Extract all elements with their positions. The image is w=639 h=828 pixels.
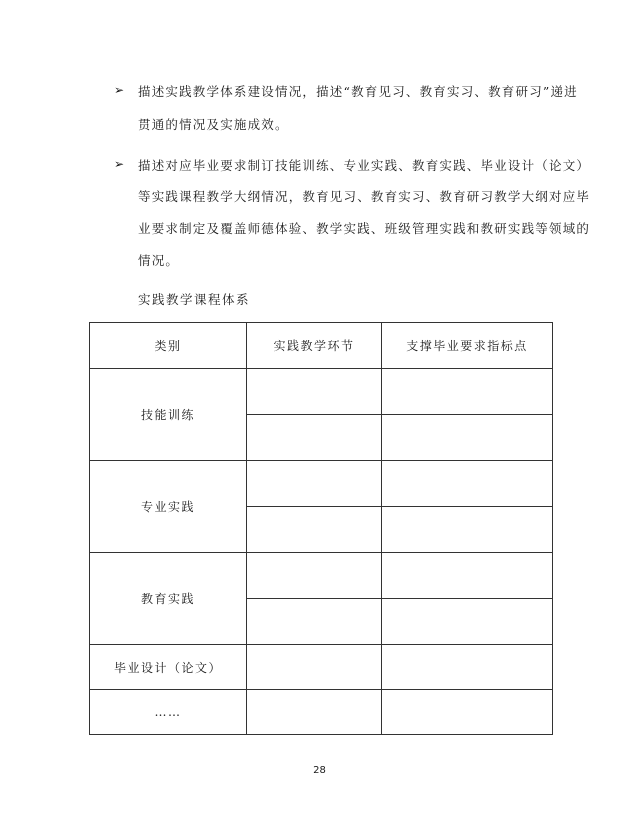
table-cell bbox=[382, 645, 553, 690]
table-cell bbox=[382, 553, 553, 599]
table-cell bbox=[382, 599, 553, 645]
page-number: 28 bbox=[313, 765, 326, 776]
bullet-2-line-2: 等实践课程教学大纲情况，教育见习、教育实习、教育研习教学大纲对应毕 bbox=[138, 189, 591, 204]
table-cell bbox=[382, 461, 553, 507]
table-row bbox=[90, 690, 553, 735]
table-cell bbox=[247, 461, 382, 507]
table-cell bbox=[382, 690, 553, 735]
arrow-bullet-icon: ➢ bbox=[114, 83, 125, 97]
practice-course-table bbox=[89, 322, 553, 735]
table-cell bbox=[382, 415, 553, 461]
table-cell bbox=[382, 369, 553, 415]
header-category: 类别 bbox=[90, 323, 247, 369]
table-row bbox=[90, 369, 553, 415]
table-cell bbox=[247, 645, 382, 690]
table-row bbox=[90, 553, 553, 599]
table-cell bbox=[247, 369, 382, 415]
header-indicator: 支撑毕业要求指标点 bbox=[382, 323, 553, 369]
table-row bbox=[90, 461, 553, 507]
bullet-2-line-3: 业要求制定及覆盖师德体验、教学实践、班级管理实践和教研实践等领域的 bbox=[138, 221, 591, 236]
table-cell bbox=[382, 507, 553, 553]
table-cell bbox=[247, 507, 382, 553]
table-cell bbox=[247, 553, 382, 599]
header-practice-link: 实践教学环节 bbox=[247, 323, 382, 369]
category-skill-training: 技能训练 bbox=[90, 369, 247, 461]
table-cell bbox=[247, 690, 382, 735]
table-header-row bbox=[90, 323, 553, 369]
arrow-bullet-icon: ➢ bbox=[114, 157, 125, 171]
bullet-2-line-4: 情况。 bbox=[138, 253, 180, 268]
table-row bbox=[90, 645, 553, 690]
table-caption: 实践教学课程体系 bbox=[138, 292, 251, 307]
category-graduation-design: 毕业设计（论文） bbox=[90, 645, 247, 690]
bullet-1-line-2: 贯通的情况及实施成效。 bbox=[138, 117, 289, 132]
bullet-2-line-1: 描述对应毕业要求制订技能训练、专业实践、教育实践、毕业设计（论文） bbox=[138, 158, 591, 173]
category-education-practice: 教育实践 bbox=[90, 553, 247, 645]
category-professional-practice: 专业实践 bbox=[90, 461, 247, 553]
table-cell bbox=[247, 415, 382, 461]
category-ellipsis: …… bbox=[90, 690, 247, 735]
table-cell bbox=[247, 599, 382, 645]
bullet-1-line-1: 描述实践教学体系建设情况，描述“教育见习、教育实习、教育研习”递进 bbox=[138, 84, 578, 99]
